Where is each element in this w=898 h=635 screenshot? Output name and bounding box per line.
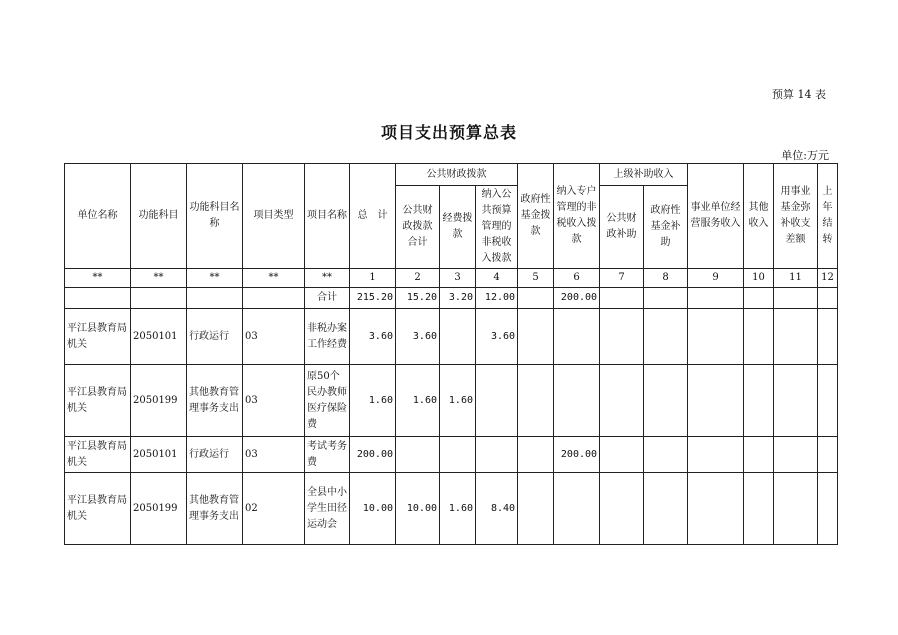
index-cell: **: [243, 269, 305, 288]
index-cell: 8: [644, 269, 688, 288]
header-proj-name: 项目名称: [305, 164, 350, 269]
total-cell: 3.60: [350, 309, 396, 365]
total-special-nontax: 200.00: [554, 288, 600, 309]
proj-name-cell: 全县中小学生田径运动会: [305, 473, 350, 545]
total-cell: 200.00: [350, 437, 396, 473]
budget-table: [64, 163, 838, 545]
header-func-name: 功能科目名称: [187, 164, 243, 269]
index-cell: **: [131, 269, 187, 288]
index-cell: 6: [554, 269, 600, 288]
func-name-cell: 其他教育管理事务支出: [187, 473, 243, 545]
proj-type-cell: 03: [243, 309, 305, 365]
expense-cell: 1.60: [440, 473, 476, 545]
header-expense: 经费拨款: [440, 186, 476, 269]
expense-cell: 1.60: [440, 365, 476, 437]
total-row: [65, 288, 838, 309]
special-nontax-cell: [554, 473, 600, 545]
header-public-group: 公共财政拨款: [396, 164, 518, 186]
proj-name-cell: 原50个民办教师医疗保险费: [305, 365, 350, 437]
proj-type-cell: 03: [243, 437, 305, 473]
header-total: 总 计: [350, 164, 396, 269]
index-cell: 2: [396, 269, 440, 288]
total-cell: 1.60: [350, 365, 396, 437]
header-public-total: 公共财政拨款合计: [396, 186, 440, 269]
index-cell: **: [65, 269, 131, 288]
public-total-cell: 3.60: [396, 309, 440, 365]
form-number: 预算 14 表: [772, 88, 826, 101]
unit-name-cell: 平江县教育局机关: [65, 365, 131, 437]
header-func-code: 功能科目: [131, 164, 187, 269]
nontax-cell: 8.40: [476, 473, 518, 545]
total-label: 合计: [305, 288, 350, 309]
header-superior-group: 上级补助收入: [600, 164, 688, 186]
header-nontax: 纳入公共预算管理的非税收入拨款: [476, 186, 518, 269]
index-cell: 5: [518, 269, 554, 288]
func-name-cell: 行政运行: [187, 437, 243, 473]
index-cell: **: [187, 269, 243, 288]
header-proj-type: 项目类型: [243, 164, 305, 269]
nontax-cell: [476, 437, 518, 473]
table-row: [65, 309, 838, 365]
header-sup-public: 公共财政补助: [600, 186, 644, 269]
index-cell: **: [305, 269, 350, 288]
func-name-cell: 其他教育管理事务支出: [187, 365, 243, 437]
total-public-total: 15.20: [396, 288, 440, 309]
total-nontax: 12.00: [476, 288, 518, 309]
index-cell: 12: [818, 269, 838, 288]
total-total: 215.20: [350, 288, 396, 309]
header-special-nontax: 纳入专户管理的非税收入拨款: [554, 164, 600, 269]
func-code-cell: 2050199: [131, 473, 187, 545]
unit-name-cell: 平江县教育局机关: [65, 437, 131, 473]
special-nontax-cell: [554, 309, 600, 365]
header-unit-name: 单位名称: [65, 164, 131, 269]
func-code-cell: 2050101: [131, 437, 187, 473]
index-cell: 4: [476, 269, 518, 288]
nontax-cell: [476, 365, 518, 437]
index-cell: 3: [440, 269, 476, 288]
index-row: [65, 269, 838, 288]
header-other: 其他收入: [744, 164, 774, 269]
proj-type-cell: 03: [243, 365, 305, 437]
header-carryover: 上年结转: [818, 164, 838, 269]
nontax-cell: 3.60: [476, 309, 518, 365]
table-row: [65, 437, 838, 473]
header-business: 事业单位经营服务收入: [688, 164, 744, 269]
index-cell: 9: [688, 269, 744, 288]
total-expense: 3.20: [440, 288, 476, 309]
header-fund-cover: 用事业基金弥补收支差额: [774, 164, 818, 269]
special-nontax-cell: [554, 365, 600, 437]
total-cell: 10.00: [350, 473, 396, 545]
table-row: [65, 365, 838, 437]
expense-cell: [440, 309, 476, 365]
unit-name-cell: 平江县教育局机关: [65, 473, 131, 545]
header-sup-gov-fund: 政府性基金补助: [644, 186, 688, 269]
table-row: [65, 473, 838, 545]
expense-cell: [440, 437, 476, 473]
page-title: 项目支出预算总表: [380, 123, 517, 142]
func-name-cell: 行政运行: [187, 309, 243, 365]
proj-name-cell: 考试考务费: [305, 437, 350, 473]
special-nontax-cell: 200.00: [554, 437, 600, 473]
index-cell: 7: [600, 269, 644, 288]
func-code-cell: 2050101: [131, 309, 187, 365]
unit-label: 单位:万元: [781, 149, 829, 162]
proj-name-cell: 非税办案工作经费: [305, 309, 350, 365]
header-gov-fund: 政府性基金拨款: [518, 164, 554, 269]
public-total-cell: [396, 437, 440, 473]
index-cell: 1: [350, 269, 396, 288]
index-cell: 10: [744, 269, 774, 288]
func-code-cell: 2050199: [131, 365, 187, 437]
index-cell: 11: [774, 269, 818, 288]
unit-name-cell: 平江县教育局机关: [65, 309, 131, 365]
proj-type-cell: 02: [243, 473, 305, 545]
public-total-cell: 10.00: [396, 473, 440, 545]
public-total-cell: 1.60: [396, 365, 440, 437]
